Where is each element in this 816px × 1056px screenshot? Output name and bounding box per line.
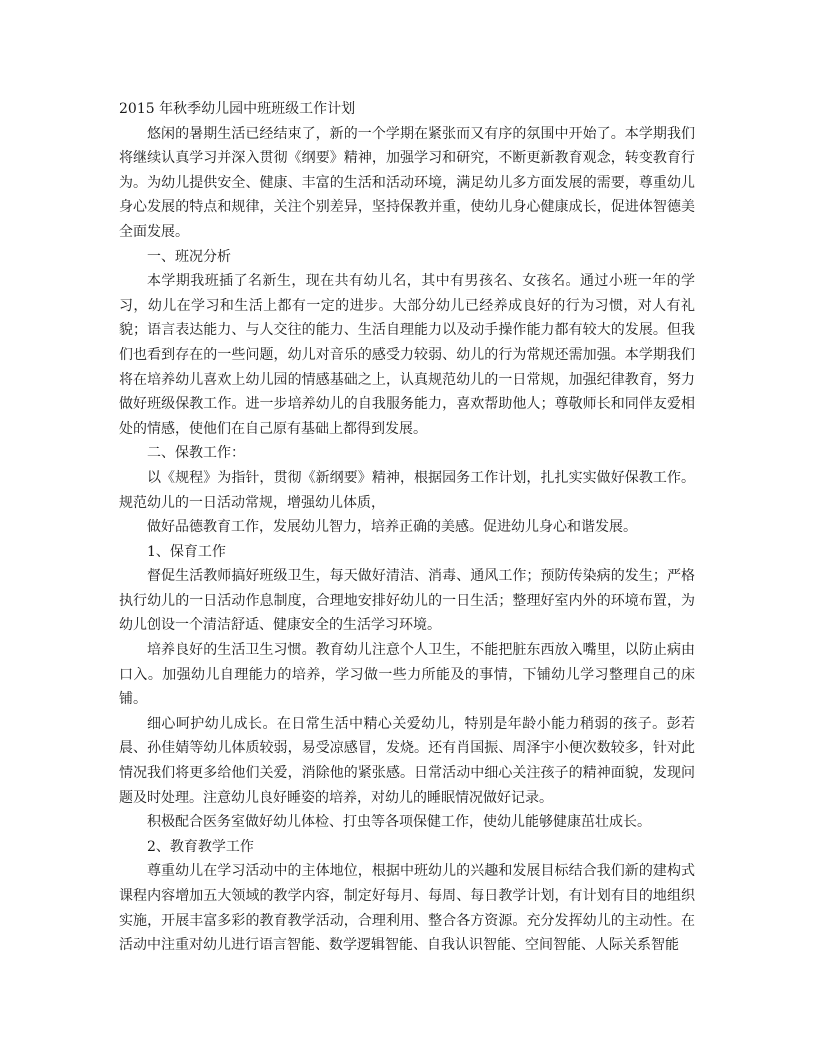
teaching-paragraph: 尊重幼儿在学习活动中的主体地位，根据中班幼儿的兴趣和发展目标结合我们新的建构式课程内容增加五大领域的教学内容，制定好每月、每周、每日教学计划，有计划有目的地组织实施，开展丰富多彩的教育教学活动，合理利用、整合各方资源。充分发挥幼儿的主动性。在活动中注重对幼儿进行语言智能、数学逻辑智能、自我认识智能、空间智能、人际关系智能 <box>119 863 695 954</box>
childcare-paragraph-3: 细心呵护幼儿成长。在日常生活中精心关爱幼儿，特别是年龄小能力稍弱的孩子。彭若晨、孙佳婧等幼儿体质较弱，易受凉感冒，发烧。还有肖国振、周泽宇小便次数较多，针对此情况我们将更多给他们关爱，消除他的紧张感。日常活动中细心关注孩子的精神面貌，发现问题及时处理。注意幼儿良好睡姿的培养，对幼儿的睡眠情况做好记录。 <box>119 715 695 806</box>
subheading-teaching: 2、教育教学工作 <box>147 838 254 855</box>
subheading-childcare: 1、保育工作 <box>147 543 226 560</box>
childcare-paragraph-1: 督促生活教师搞好班级卫生，每天做好清洁、消毒、通风工作；预防传染病的发生；严格执行幼儿的一日活动作息制度，合理地安排好幼儿的一日生活；整理好室内外的环境布置，为幼儿创设一个清洁舒适、健康安全的生活学习环境。 <box>119 568 695 634</box>
moral-education-paragraph: 做好品德教育工作，发展幼儿智力，培养正确的美感。促进幼儿身心和谐发展。 <box>147 519 637 536</box>
childcare-paragraph-4: 积极配合医务室做好幼儿体检、打虫等各项保健工作，使幼儿能够健康茁壮成长。 <box>147 814 651 831</box>
document-title: 2015 年秋季幼儿园中班班级工作计划 <box>119 101 356 117</box>
section-heading-care-education: 二、保教工作： <box>147 445 245 462</box>
care-education-paragraph: 以《规程》为指针，贯彻《新纲要》精神，根据园务工作计划，扎扎实实做好保教工作。规范幼儿的一日活动常规，增强幼儿体质， <box>119 469 695 511</box>
class-analysis-paragraph: 本学期我班插了名新生，现在共有幼儿名，其中有男孩名、女孩名。通过小班一年的学习，幼儿在学习和生活上都有一定的进步。大部分幼儿已经养成良好的行为习惯，对人有礼貌；语言表达能力、与人交往的能力、生活自理能力以及动手操作能力都有较大的发展。但我们也看到存在的一些问题，幼儿对音乐的感受力较弱、幼儿的行为常规还需加强。本学期我们将在培养幼儿喜欢上幼儿园的情感基础之上，认真规范幼儿的一日常规，加强纪律教育，努力做好班级保教工作。进一步培养幼儿的自我服务能力，喜欢帮助他人；尊敬师长和同伴友爱相处的情感，使他们在自己原有基础上都得到发展。 <box>119 273 695 437</box>
childcare-paragraph-2: 培养良好的生活卫生习惯。教育幼儿注意个人卫生，不能把脏东西放入嘴里，以防止病由口入。加强幼儿自理能力的培养，学习做一些力所能及的事情，下铺幼儿学习整理自己的床铺。 <box>119 642 695 708</box>
document-body <box>119 97 695 958</box>
section-heading-class-analysis: 一、班况分析 <box>147 248 231 265</box>
intro-paragraph: 悠闲的暑期生活已经结束了，新的一个学期在紧张而又有序的氛围中开始了。本学期我们将继续认真学习并深入贯彻《纲要》精神，加强学习和研究，不断更新教育观念，转变教育行为。为幼儿提供安全、健康、丰富的生活和活动环境，满足幼儿多方面发展的需要，尊重幼儿身心发展的特点和规律，关注个别差异，坚持保教并重，使幼儿身心健康成长，促进体智德美全面发展。 <box>119 125 695 240</box>
